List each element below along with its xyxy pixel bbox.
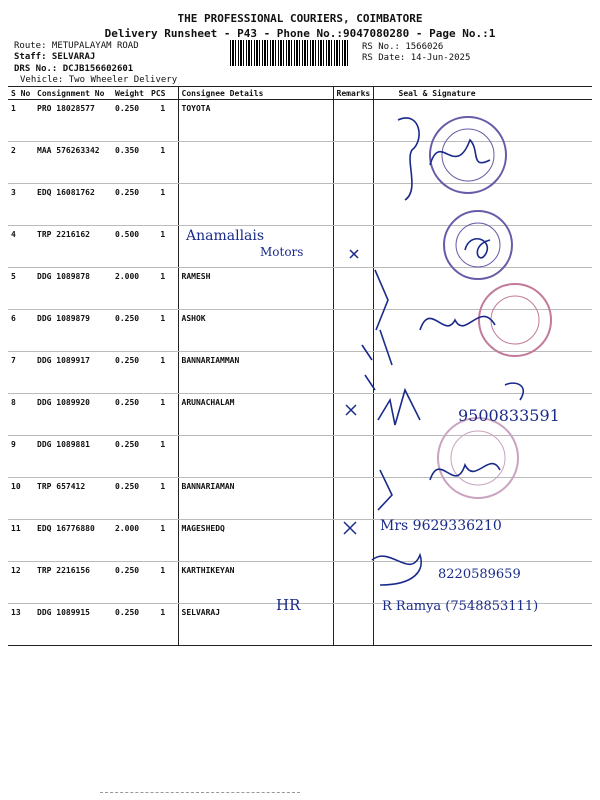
runsheet-table (8, 86, 592, 646)
cell-weight: 0.500 (112, 226, 148, 268)
handwritten-phone-row12: 8220589659 (438, 567, 521, 582)
cell-sno: 2 (8, 142, 34, 184)
col-header-sno: S No (8, 87, 34, 100)
table-row (8, 142, 592, 184)
barcode (230, 40, 350, 66)
cell-consignee: KARTHIKEYAN (178, 562, 333, 604)
handwritten-consignee-row4-line2: Motors (260, 245, 304, 259)
cell-remarks (333, 184, 373, 226)
cell-weight: 0.250 (112, 562, 148, 604)
cell-seal-signature (373, 352, 592, 394)
cell-remarks (333, 562, 373, 604)
cell-remarks (333, 142, 373, 184)
cell-pcs: 1 (148, 352, 178, 394)
cell-weight: 0.250 (112, 310, 148, 352)
cell-pcs: 1 (148, 226, 178, 268)
cell-remarks (333, 604, 373, 646)
footer-line (100, 792, 300, 797)
cell-remarks (333, 310, 373, 352)
cell-consignee: RAMESH (178, 268, 333, 310)
cell-seal-signature (373, 394, 592, 436)
table-row (8, 604, 592, 646)
cell-consignment: DDG 1089917 (34, 352, 112, 394)
cell-sno: 8 (8, 394, 34, 436)
cell-pcs: 1 (148, 562, 178, 604)
col-header-remarks: Remarks (333, 87, 373, 100)
cell-consignment: DDG 1089879 (34, 310, 112, 352)
col-header-consignment: Consignment No (34, 87, 112, 100)
cell-sno: 10 (8, 478, 34, 520)
cell-consignment: TRP 2216162 (34, 226, 112, 268)
table-row (8, 226, 592, 268)
cell-sno: 1 (8, 100, 34, 142)
handwritten-signature-row13: R Ramya (7548853111) (382, 599, 539, 614)
cell-remarks (333, 520, 373, 562)
cell-remarks (333, 436, 373, 478)
cell-weight: 0.250 (112, 184, 148, 226)
cell-consignment: PRO 18028577 (34, 100, 112, 142)
rs-number: RS No.: 1566026 (362, 42, 444, 52)
cell-weight: 0.250 (112, 604, 148, 646)
company-title: THE PROFESSIONAL COURIERS, COIMBATORE (177, 12, 423, 25)
staff-label: Staff: SELVARAJ (14, 52, 96, 62)
col-header-pcs: PCS (148, 87, 178, 100)
cell-consignee: ASHOK (178, 310, 333, 352)
route-label: Route: METUPALAYAM ROAD (14, 41, 139, 51)
cell-weight: 0.250 (112, 352, 148, 394)
cell-seal-signature (373, 310, 592, 352)
cell-remarks (333, 394, 373, 436)
cell-consignment: TRP 2216156 (34, 562, 112, 604)
cell-pcs: 1 (148, 478, 178, 520)
cell-consignment: EDQ 16081762 (34, 184, 112, 226)
cell-seal-signature (373, 562, 592, 604)
cell-seal-signature (373, 436, 592, 478)
table-header-row (8, 87, 592, 100)
cell-consignment: DDG 1089915 (34, 604, 112, 646)
cell-sno: 9 (8, 436, 34, 478)
cell-remarks (333, 226, 373, 268)
cell-consignee: BANNARIAMAN (178, 478, 333, 520)
table-row (8, 562, 592, 604)
table-row (8, 100, 592, 142)
cell-seal-signature (373, 268, 592, 310)
handwritten-consignee-row4: Anamallais (186, 228, 265, 244)
cell-seal-signature (373, 520, 592, 562)
cell-weight: 0.250 (112, 478, 148, 520)
table-row (8, 394, 592, 436)
handwritten-phone-row8: 9500833591 (458, 406, 560, 425)
cell-consignment: DDG 1089881 (34, 436, 112, 478)
cell-consignee (178, 226, 333, 268)
cell-weight: 0.250 (112, 394, 148, 436)
cell-consignee: BANNARIAMMAN (178, 352, 333, 394)
cell-seal-signature (373, 226, 592, 268)
cell-consignment: EDQ 16776880 (34, 520, 112, 562)
cell-weight: 0.350 (112, 142, 148, 184)
cell-pcs: 1 (148, 142, 178, 184)
cell-pcs: 1 (148, 436, 178, 478)
cell-seal-signature (373, 142, 592, 184)
cell-consignment: TRP 657412 (34, 478, 112, 520)
col-header-consignee: Consignee Details (178, 87, 333, 100)
cell-seal-signature (373, 604, 592, 646)
drs-number: DRS No.: DCJB156602601 (14, 64, 134, 74)
rs-date: RS Date: 14-Jun-2025 (362, 53, 471, 63)
cell-pcs: 1 (148, 310, 178, 352)
handwritten-mark-row13: HR (276, 596, 301, 614)
cell-sno: 4 (8, 226, 34, 268)
cell-consignment: DDG 1089878 (34, 268, 112, 310)
table-row (8, 352, 592, 394)
table-row (8, 520, 592, 562)
cell-weight: 2.000 (112, 268, 148, 310)
cell-pcs: 1 (148, 604, 178, 646)
col-header-seal: Seal & Signature (373, 87, 592, 100)
cell-weight: 0.250 (112, 436, 148, 478)
table-row (8, 310, 592, 352)
cell-consignee (178, 184, 333, 226)
cell-remarks (333, 352, 373, 394)
cell-consignee: MAGESHEDQ (178, 520, 333, 562)
cell-weight: 0.250 (112, 100, 148, 142)
table-row (8, 478, 592, 520)
cell-pcs: 1 (148, 184, 178, 226)
cell-sno: 3 (8, 184, 34, 226)
cell-pcs: 1 (148, 100, 178, 142)
vehicle-label: Vehicle: Two Wheeler Delivery (20, 75, 178, 85)
cell-pcs: 1 (148, 520, 178, 562)
cell-consignee: ARUNACHALAM (178, 394, 333, 436)
col-header-weight: Weight (112, 87, 148, 100)
cell-sno: 12 (8, 562, 34, 604)
cell-sno: 13 (8, 604, 34, 646)
cell-seal-signature (373, 100, 592, 142)
table-row (8, 268, 592, 310)
cell-consignment: DDG 1089920 (34, 394, 112, 436)
cell-consignee (178, 436, 333, 478)
cell-consignee: SELVARAJ (178, 604, 333, 646)
cell-pcs: 1 (148, 268, 178, 310)
cell-sno: 7 (8, 352, 34, 394)
table-row (8, 184, 592, 226)
cell-consignee (178, 142, 333, 184)
cell-remarks (333, 100, 373, 142)
cell-seal-signature (373, 478, 592, 520)
cell-consignee: TOYOTA (178, 100, 333, 142)
cell-seal-signature (373, 184, 592, 226)
cell-sno: 11 (8, 520, 34, 562)
cell-sno: 6 (8, 310, 34, 352)
cell-remarks (333, 478, 373, 520)
cell-sno: 5 (8, 268, 34, 310)
runsheet-subtitle: Delivery Runsheet - P43 - Phone No.:9047080280 - Page No.:1 (104, 27, 496, 40)
handwritten-signature-row11: Mrs 9629336210 (380, 518, 502, 534)
cell-remarks (333, 268, 373, 310)
table-row (8, 436, 592, 478)
cell-consignment: MAA 576263342 (34, 142, 112, 184)
cell-weight: 2.000 (112, 520, 148, 562)
cell-pcs: 1 (148, 394, 178, 436)
